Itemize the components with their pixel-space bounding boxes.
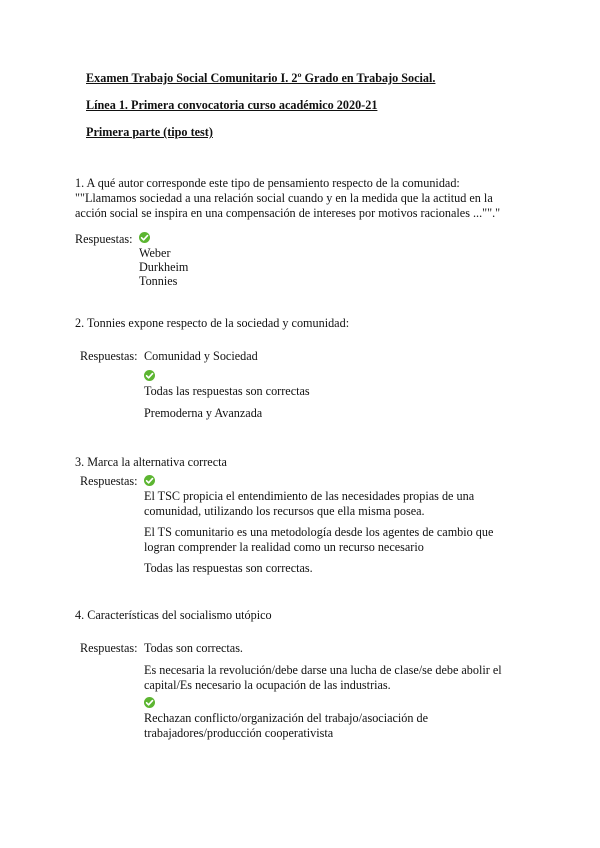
answer-option-line: Todas son correctas. bbox=[144, 641, 243, 655]
answer-option-line: El TSC propicia el entendimiento de las necesidades propias de una bbox=[144, 489, 475, 503]
answer-option-line: Todas las respuestas son correctas. bbox=[144, 561, 313, 575]
exam-title: Examen Trabajo Social Comunitario I. 2º Grado en Trabajo Social. bbox=[86, 71, 436, 85]
answer-option-line: capital/Es necesario la ocupación de las industrias. bbox=[144, 678, 391, 692]
answer-option: Todas las respuestas son correctas bbox=[144, 384, 310, 398]
question-1-prompt-line-3: acción social se inspira en una compensación de intereses por motivos racionales ...""." bbox=[75, 206, 501, 220]
question-1-prompt-line-1: 1. A qué autor corresponde este tipo de pensamiento respecto de la comunidad: bbox=[75, 176, 460, 190]
answer-option-line: trabajadores/producción cooperativista bbox=[144, 726, 334, 740]
section-title: Primera parte (tipo test) bbox=[86, 125, 213, 139]
exam-subtitle: Línea 1. Primera convocatoria curso académico 2020-21 bbox=[86, 98, 378, 112]
responses-label: Respuestas: bbox=[80, 349, 138, 363]
answer-option-line: logran comprender la realidad como un recurso necesario bbox=[144, 540, 424, 554]
answer-option-line: Rechazan conflicto/organización del trabajo/asociación de bbox=[144, 711, 429, 725]
answer-option: Premoderna y Avanzada bbox=[144, 406, 263, 420]
check-icon bbox=[139, 232, 150, 243]
answer-option-line: Es necesaria la revolución/debe darse una lucha de clase/se debe abolir el bbox=[144, 663, 502, 677]
answer-option: Weber bbox=[139, 246, 171, 260]
answer-option: Comunidad y Sociedad bbox=[144, 349, 258, 363]
check-icon bbox=[144, 697, 155, 708]
question-4-prompt: 4. Características del socialismo utópico bbox=[75, 608, 272, 622]
responses-label: Respuestas: bbox=[75, 232, 133, 246]
answer-option: Tonnies bbox=[139, 274, 178, 288]
answer-option-line: El TS comunitario es una metodología desde los agentes de cambio que bbox=[144, 525, 494, 539]
responses-label: Respuestas: bbox=[80, 474, 138, 488]
check-icon bbox=[144, 475, 155, 486]
question-1-prompt-line-2: ""Llamamos sociedad a una relación social cuando y en la medida que la actitud en la bbox=[75, 191, 493, 205]
responses-label: Respuestas: bbox=[80, 641, 138, 655]
question-2-prompt: 2. Tonnies expone respecto de la sociedad y comunidad: bbox=[75, 316, 350, 330]
check-icon bbox=[144, 370, 155, 381]
answer-option: Durkheim bbox=[139, 260, 189, 274]
answer-option-line: comunidad, utilizando los recursos que ella misma posea. bbox=[144, 504, 425, 518]
question-3-prompt: 3. Marca la alternativa correcta bbox=[75, 455, 227, 469]
